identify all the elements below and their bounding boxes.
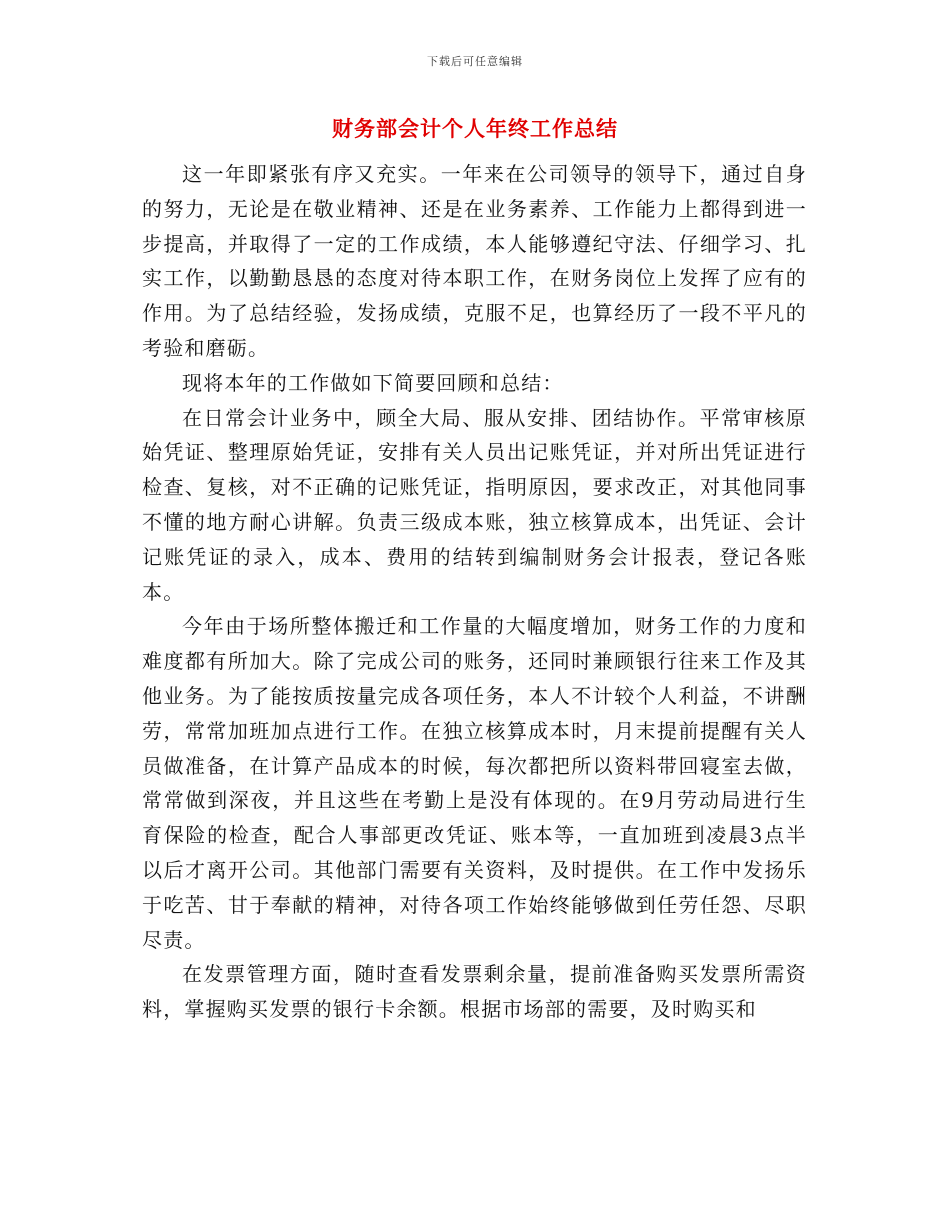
document-title: 财务部会计个人年终工作总结 bbox=[332, 116, 618, 141]
paragraph-intro: 这一年即紧张有序又充实。一年来在公司领导的领导下，通过自身的努力，无论是在敬业精神、还是在业务素养、工作能力上都得到进一步提高，并取得了一定的工作成绩，本人能够遵纪守法、仔细学习、扎实工作，以勤勤恳恳的态度对待本职工作，在财务岗位上发挥了应有的作用。为了总结经验，发扬成绩，克服不足，也算经历了一段不平凡的考验和磨砺。 bbox=[142, 162, 807, 360]
paragraph-workload: 今年由于场所整体搬迁和工作量的大幅度增加，财务工作的力度和难度都有所加大。除了完成公司的账务，还同时兼顾银行往来工作及其他业务。为了能按质按量完成各项任务，本人不计较个人利益，不讲酬劳，常常加班加点进行工作。在独立核算成本时，月末提前提醒有关人员做准备，在计算产品成本的时候，每次都把所以资料带回寝室去做，常常做到深夜，并且这些在考勤上是没有体现的。在9月劳动局进行生育保险的检查，配合人事部更改凭证、账本等，一直加班到凌晨3点半以后才离开公司。其他部门需要有关资料，及时提供。在工作中发扬乐于吃苦、甘于奉献的精神，对待各项工作始终能够做到任劳任怨、尽职尽责。 bbox=[142, 614, 807, 952]
document-body bbox=[142, 157, 807, 1027]
header-note: 下载后可任意编辑 bbox=[427, 55, 523, 68]
paragraph-invoice-management: 在发票管理方面，随时查看发票剩余量，提前准备购买发票所需资料，掌握购买发票的银行卡余额。根据市场部的需要，及时购买和 bbox=[142, 962, 807, 1022]
paragraph-daily-accounting: 在日常会计业务中，顾全大局、服从安排、团结协作。平常审核原始凭证、整理原始凭证，安排有关人员出记账凭证，并对所出凭证进行检查、复核，对不正确的记账凭证，指明原因，要求改正，对其他同事不懂的地方耐心讲解。负责三级成本账，独立核算成本，出凭证、会计记账凭证的录入，成本、费用的结转到编制财务会计报表，登记各账本。 bbox=[142, 405, 807, 604]
paragraph-summary-lead: 现将本年的工作做如下简要回顾和总结： bbox=[182, 370, 564, 395]
